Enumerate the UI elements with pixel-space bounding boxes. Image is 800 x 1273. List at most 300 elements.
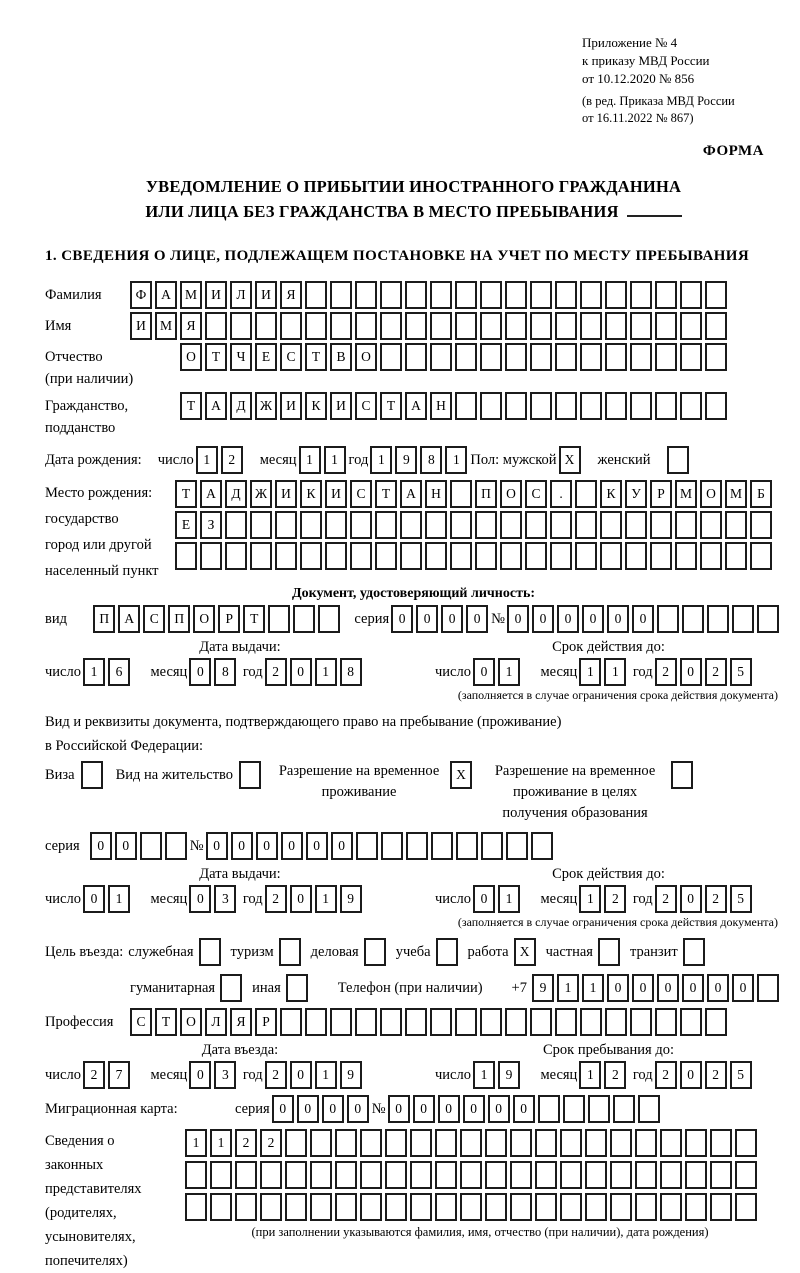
char-cell[interactable]: В xyxy=(330,343,352,371)
char-cell[interactable] xyxy=(355,1008,377,1036)
char-cell[interactable]: 1 xyxy=(196,446,218,474)
checkbox-cell[interactable] xyxy=(199,938,221,966)
char-cell[interactable]: И xyxy=(275,480,297,508)
char-cell[interactable] xyxy=(375,511,397,539)
char-cell[interactable]: Л xyxy=(205,1008,227,1036)
char-cell[interactable] xyxy=(480,1008,502,1036)
char-cell[interactable] xyxy=(675,542,697,570)
char-cell[interactable] xyxy=(305,312,327,340)
char-cell[interactable] xyxy=(460,1129,482,1157)
char-cell[interactable]: 0 xyxy=(115,832,137,860)
char-cell[interactable] xyxy=(456,832,478,860)
char-cell[interactable]: П xyxy=(168,605,190,633)
char-cell[interactable] xyxy=(655,392,677,420)
char-cell[interactable] xyxy=(210,1193,232,1221)
char-cell[interactable] xyxy=(630,281,652,309)
char-cell[interactable]: С xyxy=(525,480,547,508)
char-cell[interactable]: 1 xyxy=(557,974,579,1002)
char-cell[interactable] xyxy=(400,511,422,539)
char-cell[interactable] xyxy=(655,343,677,371)
char-cell[interactable] xyxy=(705,312,727,340)
char-cell[interactable]: 0 xyxy=(441,605,463,633)
char-cell[interactable]: 8 xyxy=(420,446,442,474)
char-cell[interactable] xyxy=(225,511,247,539)
char-cell[interactable] xyxy=(531,832,553,860)
char-cell[interactable] xyxy=(360,1161,382,1189)
char-cell[interactable] xyxy=(430,1008,452,1036)
char-cell[interactable]: 0 xyxy=(347,1095,369,1123)
char-cell[interactable]: 0 xyxy=(206,832,228,860)
char-cell[interactable] xyxy=(675,511,697,539)
char-cell[interactable] xyxy=(325,511,347,539)
char-cell[interactable] xyxy=(680,312,702,340)
char-cell[interactable] xyxy=(500,542,522,570)
char-cell[interactable]: 5 xyxy=(730,658,752,686)
char-cell[interactable]: 2 xyxy=(655,885,677,913)
char-cell[interactable] xyxy=(625,542,647,570)
char-cell[interactable] xyxy=(735,1193,757,1221)
char-cell[interactable]: 0 xyxy=(466,605,488,633)
char-cell[interactable]: М xyxy=(180,281,202,309)
char-cell[interactable] xyxy=(575,542,597,570)
char-cell[interactable] xyxy=(260,1161,282,1189)
char-cell[interactable] xyxy=(430,312,452,340)
char-cell[interactable] xyxy=(356,832,378,860)
char-cell[interactable]: 1 xyxy=(108,885,130,913)
char-cell[interactable]: 0 xyxy=(557,605,579,633)
char-cell[interactable] xyxy=(530,392,552,420)
char-cell[interactable] xyxy=(310,1193,332,1221)
char-cell[interactable]: Ж xyxy=(255,392,277,420)
char-cell[interactable]: А xyxy=(400,480,422,508)
char-cell[interactable]: А xyxy=(205,392,227,420)
char-cell[interactable]: И xyxy=(330,392,352,420)
char-cell[interactable]: К xyxy=(300,480,322,508)
char-cell[interactable]: 0 xyxy=(657,974,679,1002)
char-cell[interactable]: С xyxy=(350,480,372,508)
char-cell[interactable] xyxy=(560,1193,582,1221)
char-cell[interactable] xyxy=(555,281,577,309)
char-cell[interactable] xyxy=(655,1008,677,1036)
char-cell[interactable]: 0 xyxy=(281,832,303,860)
char-cell[interactable]: Е xyxy=(175,511,197,539)
char-cell[interactable]: 0 xyxy=(189,1061,211,1089)
char-cell[interactable] xyxy=(705,392,727,420)
char-cell[interactable]: 2 xyxy=(83,1061,105,1089)
char-cell[interactable] xyxy=(235,1193,257,1221)
char-cell[interactable]: 0 xyxy=(488,1095,510,1123)
char-cell[interactable]: Т xyxy=(380,392,402,420)
char-cell[interactable] xyxy=(475,511,497,539)
char-cell[interactable]: 1 xyxy=(498,885,520,913)
checkbox-cell[interactable] xyxy=(683,938,705,966)
char-cell[interactable]: С xyxy=(355,392,377,420)
char-cell[interactable] xyxy=(455,392,477,420)
char-cell[interactable] xyxy=(405,343,427,371)
char-cell[interactable] xyxy=(260,1193,282,1221)
char-cell[interactable] xyxy=(757,605,779,633)
char-cell[interactable]: 7 xyxy=(108,1061,130,1089)
char-cell[interactable]: 0 xyxy=(388,1095,410,1123)
char-cell[interactable] xyxy=(475,542,497,570)
char-cell[interactable]: Д xyxy=(225,480,247,508)
char-cell[interactable]: 2 xyxy=(265,658,287,686)
char-cell[interactable] xyxy=(750,511,772,539)
char-cell[interactable] xyxy=(505,1008,527,1036)
char-cell[interactable] xyxy=(585,1129,607,1157)
checkbox-cell[interactable] xyxy=(279,938,301,966)
char-cell[interactable] xyxy=(585,1193,607,1221)
char-cell[interactable] xyxy=(205,312,227,340)
char-cell[interactable]: 0 xyxy=(83,885,105,913)
char-cell[interactable]: Т xyxy=(155,1008,177,1036)
char-cell[interactable]: 0 xyxy=(680,658,702,686)
char-cell[interactable] xyxy=(255,312,277,340)
char-cell[interactable] xyxy=(600,511,622,539)
char-cell[interactable] xyxy=(485,1129,507,1157)
char-cell[interactable] xyxy=(480,312,502,340)
char-cell[interactable] xyxy=(380,281,402,309)
char-cell[interactable] xyxy=(650,511,672,539)
checkbox-cell[interactable] xyxy=(220,974,242,1002)
char-cell[interactable]: О xyxy=(180,1008,202,1036)
char-cell[interactable] xyxy=(435,1193,457,1221)
char-cell[interactable]: Т xyxy=(175,480,197,508)
char-cell[interactable] xyxy=(510,1161,532,1189)
char-cell[interactable]: А xyxy=(155,281,177,309)
char-cell[interactable]: Ч xyxy=(230,343,252,371)
char-cell[interactable] xyxy=(300,542,322,570)
char-cell[interactable] xyxy=(535,1129,557,1157)
char-cell[interactable] xyxy=(280,312,302,340)
char-cell[interactable]: 2 xyxy=(221,446,243,474)
char-cell[interactable] xyxy=(250,542,272,570)
char-cell[interactable] xyxy=(585,1161,607,1189)
char-cell[interactable] xyxy=(325,542,347,570)
char-cell[interactable]: 1 xyxy=(582,974,604,1002)
char-cell[interactable] xyxy=(757,974,779,1002)
char-cell[interactable] xyxy=(210,1161,232,1189)
checkbox-cell[interactable] xyxy=(239,761,261,789)
char-cell[interactable] xyxy=(410,1129,432,1157)
char-cell[interactable] xyxy=(605,392,627,420)
char-cell[interactable] xyxy=(335,1193,357,1221)
char-cell[interactable]: 0 xyxy=(189,885,211,913)
char-cell[interactable] xyxy=(285,1193,307,1221)
char-cell[interactable] xyxy=(710,1129,732,1157)
char-cell[interactable] xyxy=(700,542,722,570)
char-cell[interactable]: О xyxy=(193,605,215,633)
char-cell[interactable] xyxy=(710,1193,732,1221)
char-cell[interactable] xyxy=(680,392,702,420)
char-cell[interactable] xyxy=(400,542,422,570)
char-cell[interactable] xyxy=(605,343,627,371)
char-cell[interactable] xyxy=(685,1161,707,1189)
char-cell[interactable]: З xyxy=(200,511,222,539)
char-cell[interactable]: 2 xyxy=(705,658,727,686)
checkbox-cell[interactable] xyxy=(81,761,103,789)
char-cell[interactable] xyxy=(455,281,477,309)
char-cell[interactable] xyxy=(685,1129,707,1157)
char-cell[interactable]: Р xyxy=(255,1008,277,1036)
char-cell[interactable] xyxy=(293,605,315,633)
char-cell[interactable] xyxy=(460,1161,482,1189)
char-cell[interactable] xyxy=(555,392,577,420)
char-cell[interactable] xyxy=(280,1008,302,1036)
char-cell[interactable]: С xyxy=(130,1008,152,1036)
char-cell[interactable]: Т xyxy=(243,605,265,633)
char-cell[interactable]: 0 xyxy=(680,885,702,913)
char-cell[interactable]: 9 xyxy=(395,446,417,474)
char-cell[interactable] xyxy=(435,1129,457,1157)
char-cell[interactable]: 1 xyxy=(498,658,520,686)
char-cell[interactable] xyxy=(500,511,522,539)
char-cell[interactable] xyxy=(165,832,187,860)
char-cell[interactable] xyxy=(505,392,527,420)
char-cell[interactable] xyxy=(705,281,727,309)
char-cell[interactable]: Т xyxy=(205,343,227,371)
char-cell[interactable] xyxy=(538,1095,560,1123)
char-cell[interactable]: С xyxy=(280,343,302,371)
char-cell[interactable] xyxy=(510,1129,532,1157)
char-cell[interactable] xyxy=(680,281,702,309)
char-cell[interactable] xyxy=(455,343,477,371)
char-cell[interactable]: О xyxy=(180,343,202,371)
char-cell[interactable]: 0 xyxy=(297,1095,319,1123)
char-cell[interactable]: 9 xyxy=(532,974,554,1002)
char-cell[interactable]: 0 xyxy=(256,832,278,860)
checkbox-cell[interactable] xyxy=(286,974,308,1002)
char-cell[interactable] xyxy=(580,343,602,371)
char-cell[interactable] xyxy=(250,511,272,539)
char-cell[interactable] xyxy=(385,1129,407,1157)
char-cell[interactable] xyxy=(480,392,502,420)
char-cell[interactable]: 0 xyxy=(473,885,495,913)
char-cell[interactable]: 2 xyxy=(235,1129,257,1157)
char-cell[interactable] xyxy=(275,542,297,570)
char-cell[interactable] xyxy=(305,281,327,309)
char-cell[interactable]: 0 xyxy=(290,658,312,686)
char-cell[interactable] xyxy=(530,343,552,371)
char-cell[interactable]: 8 xyxy=(214,658,236,686)
char-cell[interactable] xyxy=(330,312,352,340)
char-cell[interactable] xyxy=(360,1193,382,1221)
char-cell[interactable]: 1 xyxy=(579,885,601,913)
char-cell[interactable] xyxy=(480,281,502,309)
char-cell[interactable]: 0 xyxy=(463,1095,485,1123)
char-cell[interactable]: 0 xyxy=(90,832,112,860)
char-cell[interactable]: 0 xyxy=(231,832,253,860)
char-cell[interactable] xyxy=(660,1161,682,1189)
char-cell[interactable] xyxy=(355,281,377,309)
char-cell[interactable] xyxy=(385,1193,407,1221)
checkbox-cell[interactable]: X xyxy=(450,761,472,789)
char-cell[interactable] xyxy=(555,312,577,340)
char-cell[interactable] xyxy=(560,1129,582,1157)
char-cell[interactable] xyxy=(485,1161,507,1189)
char-cell[interactable]: 1 xyxy=(324,446,346,474)
char-cell[interactable]: А xyxy=(405,392,427,420)
char-cell[interactable]: 1 xyxy=(299,446,321,474)
char-cell[interactable]: И xyxy=(130,312,152,340)
char-cell[interactable] xyxy=(380,1008,402,1036)
char-cell[interactable]: 9 xyxy=(340,885,362,913)
char-cell[interactable]: 2 xyxy=(705,1061,727,1089)
char-cell[interactable]: 0 xyxy=(331,832,353,860)
char-cell[interactable] xyxy=(305,1008,327,1036)
char-cell[interactable] xyxy=(682,605,704,633)
char-cell[interactable]: 0 xyxy=(680,1061,702,1089)
char-cell[interactable]: 3 xyxy=(214,885,236,913)
char-cell[interactable] xyxy=(405,281,427,309)
char-cell[interactable]: 2 xyxy=(705,885,727,913)
char-cell[interactable] xyxy=(680,343,702,371)
char-cell[interactable]: 0 xyxy=(607,605,629,633)
char-cell[interactable] xyxy=(655,312,677,340)
char-cell[interactable] xyxy=(410,1161,432,1189)
char-cell[interactable]: К xyxy=(305,392,327,420)
char-cell[interactable] xyxy=(535,1193,557,1221)
char-cell[interactable]: 1 xyxy=(473,1061,495,1089)
char-cell[interactable] xyxy=(506,832,528,860)
char-cell[interactable]: Р xyxy=(218,605,240,633)
char-cell[interactable]: 0 xyxy=(189,658,211,686)
char-cell[interactable]: 2 xyxy=(655,1061,677,1089)
char-cell[interactable]: Я xyxy=(230,1008,252,1036)
char-cell[interactable]: 1 xyxy=(315,658,337,686)
char-cell[interactable]: И xyxy=(325,480,347,508)
char-cell[interactable] xyxy=(638,1095,660,1123)
char-cell[interactable]: О xyxy=(355,343,377,371)
char-cell[interactable]: 0 xyxy=(607,974,629,1002)
char-cell[interactable] xyxy=(410,1193,432,1221)
char-cell[interactable] xyxy=(588,1095,610,1123)
char-cell[interactable]: Б xyxy=(750,480,772,508)
char-cell[interactable] xyxy=(555,1008,577,1036)
char-cell[interactable] xyxy=(431,832,453,860)
char-cell[interactable] xyxy=(318,605,340,633)
char-cell[interactable] xyxy=(657,605,679,633)
char-cell[interactable] xyxy=(625,511,647,539)
char-cell[interactable]: Т xyxy=(375,480,397,508)
char-cell[interactable] xyxy=(613,1095,635,1123)
char-cell[interactable] xyxy=(335,1129,357,1157)
char-cell[interactable] xyxy=(300,511,322,539)
char-cell[interactable]: 5 xyxy=(730,885,752,913)
char-cell[interactable]: Н xyxy=(430,392,452,420)
char-cell[interactable] xyxy=(350,511,372,539)
char-cell[interactable]: 1 xyxy=(83,658,105,686)
char-cell[interactable] xyxy=(510,1193,532,1221)
char-cell[interactable] xyxy=(710,1161,732,1189)
char-cell[interactable] xyxy=(630,312,652,340)
checkbox-cell[interactable] xyxy=(598,938,620,966)
char-cell[interactable]: 2 xyxy=(655,658,677,686)
char-cell[interactable]: 1 xyxy=(185,1129,207,1157)
char-cell[interactable] xyxy=(580,281,602,309)
char-cell[interactable] xyxy=(450,480,472,508)
char-cell[interactable]: 0 xyxy=(416,605,438,633)
char-cell[interactable] xyxy=(530,1008,552,1036)
char-cell[interactable] xyxy=(680,1008,702,1036)
char-cell[interactable] xyxy=(460,1193,482,1221)
char-cell[interactable] xyxy=(735,1129,757,1157)
char-cell[interactable] xyxy=(630,1008,652,1036)
char-cell[interactable] xyxy=(175,542,197,570)
char-cell[interactable]: О xyxy=(500,480,522,508)
char-cell[interactable]: 0 xyxy=(290,885,312,913)
char-cell[interactable]: Я xyxy=(280,281,302,309)
char-cell[interactable]: 0 xyxy=(707,974,729,1002)
char-cell[interactable]: А xyxy=(118,605,140,633)
char-cell[interactable] xyxy=(455,1008,477,1036)
char-cell[interactable] xyxy=(605,312,627,340)
char-cell[interactable]: 2 xyxy=(604,885,626,913)
char-cell[interactable] xyxy=(635,1129,657,1157)
char-cell[interactable] xyxy=(275,511,297,539)
char-cell[interactable]: И xyxy=(205,281,227,309)
char-cell[interactable] xyxy=(655,281,677,309)
char-cell[interactable] xyxy=(610,1129,632,1157)
char-cell[interactable]: 1 xyxy=(445,446,467,474)
char-cell[interactable]: И xyxy=(255,281,277,309)
char-cell[interactable]: М xyxy=(725,480,747,508)
char-cell[interactable]: 0 xyxy=(732,974,754,1002)
char-cell[interactable] xyxy=(530,281,552,309)
char-cell[interactable]: 0 xyxy=(272,1095,294,1123)
char-cell[interactable] xyxy=(575,511,597,539)
char-cell[interactable] xyxy=(405,1008,427,1036)
char-cell[interactable] xyxy=(505,312,527,340)
char-cell[interactable]: 1 xyxy=(604,658,626,686)
char-cell[interactable]: 9 xyxy=(498,1061,520,1089)
char-cell[interactable] xyxy=(750,542,772,570)
char-cell[interactable]: П xyxy=(93,605,115,633)
char-cell[interactable]: 0 xyxy=(507,605,529,633)
char-cell[interactable] xyxy=(310,1161,332,1189)
char-cell[interactable] xyxy=(610,1161,632,1189)
char-cell[interactable] xyxy=(268,605,290,633)
char-cell[interactable] xyxy=(330,281,352,309)
char-cell[interactable] xyxy=(330,1008,352,1036)
checkbox-cell[interactable]: X xyxy=(559,446,581,474)
char-cell[interactable] xyxy=(525,542,547,570)
char-cell[interactable]: Я xyxy=(180,312,202,340)
char-cell[interactable] xyxy=(485,1193,507,1221)
char-cell[interactable] xyxy=(350,542,372,570)
char-cell[interactable]: Р xyxy=(650,480,672,508)
char-cell[interactable]: 3 xyxy=(214,1061,236,1089)
char-cell[interactable] xyxy=(310,1129,332,1157)
char-cell[interactable] xyxy=(707,605,729,633)
char-cell[interactable] xyxy=(185,1161,207,1189)
char-cell[interactable] xyxy=(735,1161,757,1189)
char-cell[interactable]: 6 xyxy=(108,658,130,686)
char-cell[interactable]: Ж xyxy=(250,480,272,508)
char-cell[interactable]: 0 xyxy=(513,1095,535,1123)
char-cell[interactable] xyxy=(705,343,727,371)
char-cell[interactable] xyxy=(560,1161,582,1189)
char-cell[interactable] xyxy=(635,1161,657,1189)
char-cell[interactable] xyxy=(580,392,602,420)
char-cell[interactable] xyxy=(505,281,527,309)
char-cell[interactable] xyxy=(530,312,552,340)
checkbox-cell[interactable] xyxy=(436,938,458,966)
checkbox-cell[interactable] xyxy=(364,938,386,966)
char-cell[interactable] xyxy=(425,511,447,539)
char-cell[interactable] xyxy=(380,343,402,371)
char-cell[interactable]: 1 xyxy=(579,658,601,686)
